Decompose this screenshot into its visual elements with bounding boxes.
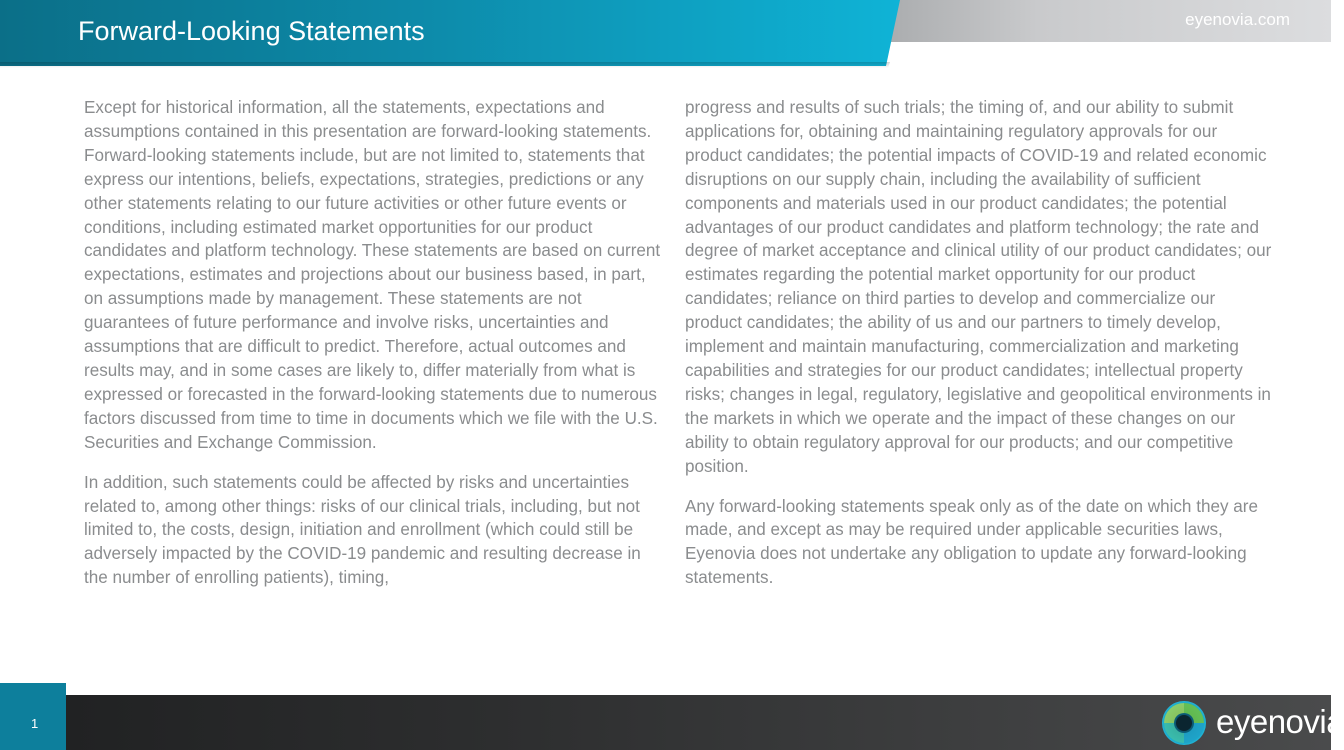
slide-title: Forward-Looking Statements	[78, 16, 425, 46]
body-left-column	[84, 96, 666, 606]
body-right-column	[685, 96, 1275, 606]
header-shadow	[0, 62, 890, 68]
paragraph-disclaimer: Any forward-looking statements speak only as of the date on which they are made, and except as may be required under applicable securities laws, Eyenovia does not undertake any obligation to update any forward-looking statements.	[685, 496, 1258, 588]
page-number: 1	[31, 716, 39, 731]
site-url[interactable]: eyenovia.com	[1185, 10, 1290, 29]
paragraph-risks-continued: progress and results of such trials; the timing of, and our ability to submit applications for, obtaining and maintaining regulatory approvals for our product candidates; the potential impacts of COVID-19 and related economic disruptions on our supply chain, including the availability of sufficient components and materials used in our product candidates; the potential advantages of our product candidates and platform technology; the rate and degree of market acceptance and clinical utility of our product candidates; our estimates regarding the potential market opportunity for our product candidates; reliance on third parties to develop and commercialize our product candidates; the ability of us and our partners to timely develop, implement and maintain manufacturing, commercialization and marketing capabilities and strategies for our product candidates; intellectual property risks; changes in legal, regulatory, legislative and geopolitical environments in the markets in which we operate and the impact of these changes on our ability to obtain regulatory approval for our products; and our competitive position.	[685, 98, 1272, 476]
paragraph-intro: Except for historical information, all the statements, expectations and assumptions contained in this presentation are forward-looking statements. Forward-looking statements include, but are not limited to, statements that express our intentions, beliefs, expectations, strategies, predictions or any other statements relating to our future activities or other future events or conditions, including estimated market opportunities for our product candidates and platform technology. These statements are based on current expectations, estimates and projections about our business based, in part, on assumptions made by management. These statements are not guarantees of future performance and involve risks, uncertainties and assumptions that are difficult to predict. Therefore, actual outcomes and results may, and in some cases are likely to, differ materially from what is expressed or forecasted in the forward-looking statements due to numerous factors discussed from time to time in documents which we file with the U.S. Securities and Exchange Commission.	[84, 98, 661, 452]
paragraph-risks: In addition, such statements could be affected by risks and uncertainties related to, among other things: risks of our clinical trials, including, but not limited to, the costs, design, initiation and enrollment (which could still be adversely impacted by the COVID-19 pandemic and resulting decrease in the number of enrolling patients), timing,	[84, 472, 641, 588]
footer-bar	[0, 695, 1331, 750]
logo-wordmark: eyenovia	[1216, 703, 1344, 740]
eyenovia-logo-icon	[1160, 699, 1208, 747]
footer-logo	[1160, 699, 1344, 747]
